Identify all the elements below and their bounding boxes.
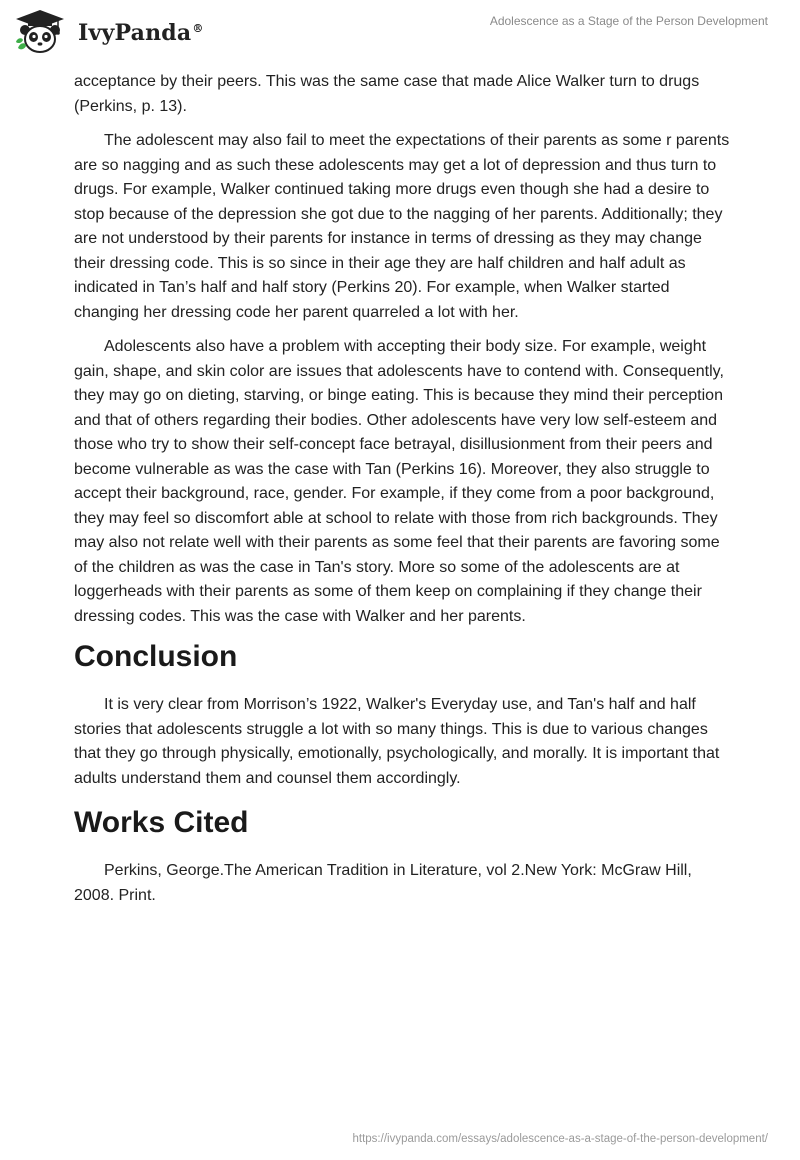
conclusion-heading: Conclusion <box>74 640 238 673</box>
conclusion-paragraph: It is very clear from Morrison’s 1922, Walker's Everyday use, and Tan's half and half stories that adolescents struggle a lot with so many things. This is due to various changes that they go through physically, emotionally, psychologically, and morally. It is important that adults understand them and counsel them accordingly. <box>74 696 720 787</box>
page-header <box>0 0 800 60</box>
ivypanda-logo[interactable] <box>14 8 204 58</box>
panda-graduate-icon <box>14 8 66 54</box>
brand-name: IvyPanda® <box>78 20 204 46</box>
paragraph: acceptance by their peers. This was the same case that made Alice Walker turn to drugs (Perkins, p. 13). <box>74 73 700 115</box>
essay-content <box>74 70 734 918</box>
paragraph: Adolescents also have a problem with accepting their body size. For example, weight gain, shape, and skin color are issues that adolescents have to contend with. Consequently, they may go on dieting, starving, or binge eating. This is because they mind their perception and that of others regarding their bodies. Other adolescents have very low self-esteem and those who try to show their self-concept face betrayal, disillusionment from their peers and become vulnerable as was the case with Tan (Perkins 16). Moreover, they also struggle to accept their background, race, gender. For example, if they come from a poor background, they may feel so discomfort able at school to relate with those from rich backgrounds. They may also not relate well with their parents as some feel that their parents are favoring some of the children as was the case in Tan's story. More so some of the adolescents are at loggerheads with their parents as some of them keep on complaining if they change their dressing codes. This was the case with Walker and her parents. <box>74 338 724 625</box>
works-cited-heading: Works Cited <box>74 806 249 839</box>
paragraph: The adolescent may also fail to meet the expectations of their parents as some r parents are so nagging and as such these adolescents may get a lot of depression and thus turn to drugs. For example, Walker continued taking more drugs even though she had a desire to stop because of the depression she got due to the nagging of her parents. Additionally; they are not understood by their parents for instance in terms of dressing as they may change their dressing code. This is so since in their age they are half children and half adult as indicated in Tan’s half and half story (Perkins 20). For example, when Walker started changing her dressing code her parent quarreled a lot with her. <box>74 132 730 321</box>
document-title: Adolescence as a Stage of the Person Development <box>489 14 768 28</box>
source-url-link[interactable]: https://ivypanda.com/essays/adolescence-as-a-stage-of-the-person-development/ <box>352 1133 768 1145</box>
citation-entry: Perkins, George.The American Tradition in Literature, vol 2.New York: McGraw Hill, 2008. Print. <box>74 862 692 904</box>
